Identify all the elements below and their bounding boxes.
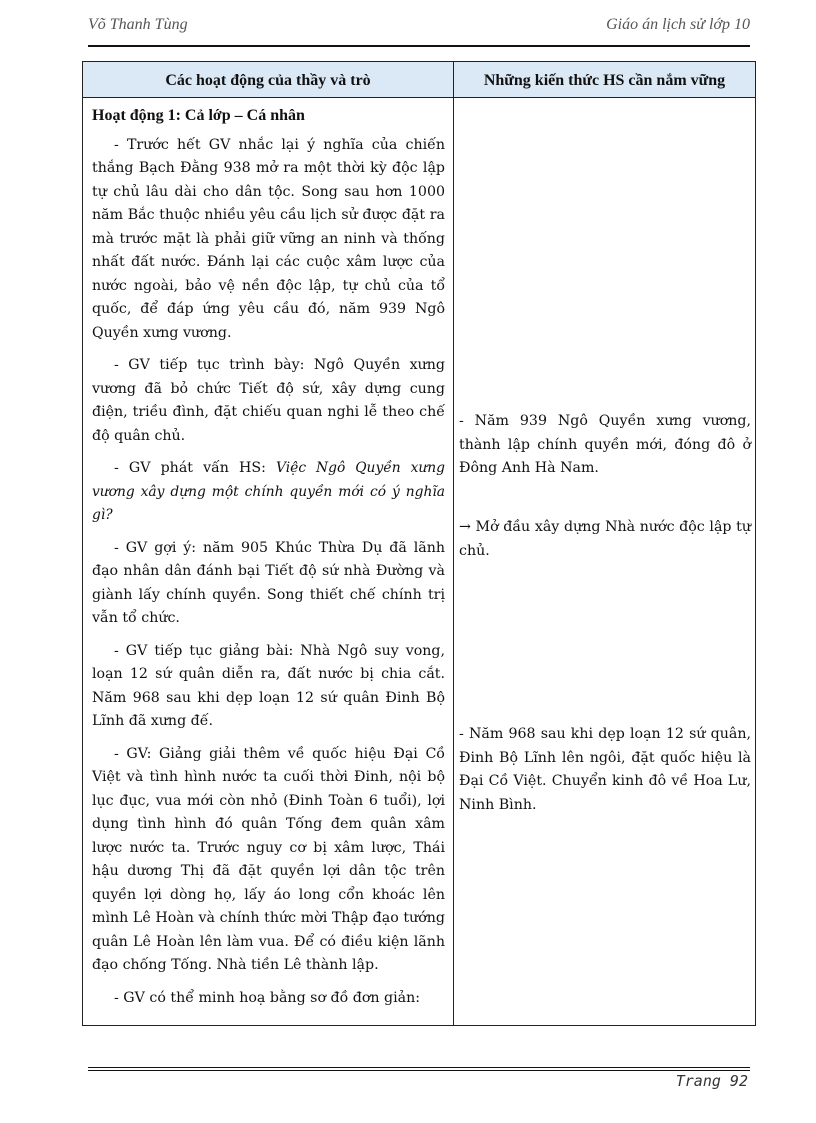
table-header-row bbox=[83, 62, 755, 98]
activity-title: Hoạt động 1: Cả lớp – Cá nhân bbox=[92, 107, 305, 124]
activity-paragraph: - GV tiếp tục trình bày: Ngô Quyền xưng vương đã bỏ chức Tiết độ sứ, xây dựng cung điện, triều đình, đặt chiếu quan nghi lễ theo chế độ quân chủ. bbox=[92, 357, 445, 444]
header-divider bbox=[88, 45, 750, 47]
knowledge-block: - Năm 968 sau khi dẹp loạn 12 sứ quân, Đinh Bộ Lĩnh lên ngôi, đặt quốc hiệu là Đại Cồ Việt. Chuyển kinh đô về Hoa Lư, Ninh Bình. bbox=[459, 726, 751, 813]
footer-divider bbox=[88, 1067, 750, 1068]
activity-paragraph: - GV: Giảng giải thêm về quốc hiệu Đại Cồ Việt và tình hình nước ta cuối thời Đinh, nội bộ lục đục, vua mới còn nhỏ (Đinh Toàn 6 tuổi), lợi dụng tình hình đó quân Tống đem quân xâm lược nước ta. Trước nguy cơ bị xâm lược, Thái hậu dương Thị đã đặt quyền lợi dân tộc trên quyền lợi dòng họ, lấy áo long cổn khoác lên mình Lê Hoàn và chính thức mời Thập đạo tướng quân Lê Hoàn lên làm vua. Để có điều kiện lãnh đạo chống Tống. Nhà tiền Lê thành lập. bbox=[92, 745, 445, 973]
question-paragraph bbox=[92, 457, 445, 528]
column-header-activities: Các hoạt động của thầy và trò bbox=[165, 72, 371, 89]
footer-divider bbox=[88, 1070, 750, 1071]
lesson-table bbox=[82, 61, 756, 1026]
activity-paragraph: - GV gợi ý: năm 905 Khúc Thừa Dụ đã lãnh đạo nhân dân đánh bại Tiết độ sứ nhà Đường và giành lấy chính quyền. Song thiết chế chính trị vẫn tổ chức. bbox=[92, 539, 445, 626]
header-subject: Giáo án lịch sử lớp 10 bbox=[606, 16, 750, 33]
question-prefix: - GV phát vấn HS: bbox=[114, 460, 277, 476]
activity-paragraph: - GV tiếp tục giảng bài: Nhà Ngô suy vong, loạn 12 sứ quân diễn ra, đất nước bị chia cắt. Năm 968 sau khi dẹp loạn 12 sứ quân Đinh Bộ Lĩnh đã xưng đế. bbox=[92, 642, 445, 729]
knowledge-block: → Mở đầu xây dựng Nhà nước độc lập tự chủ. bbox=[459, 519, 751, 559]
activity-paragraph: - GV có thể minh hoạ bằng sơ đồ đơn giản: bbox=[114, 989, 421, 1006]
activities-column bbox=[92, 104, 445, 1019]
question-text: Việc Ngô Quyền xưng vương xây dựng một chính quyền mới có ý nghĩa gì? bbox=[92, 460, 445, 523]
page-header bbox=[88, 16, 750, 38]
header-author: Võ Thanh Tùng bbox=[88, 16, 188, 33]
page-number: Trang 92 bbox=[675, 1072, 748, 1090]
activity-paragraph: - Trước hết GV nhắc lại ý nghĩa của chiến thắng Bạch Đằng 938 mở ra một thời kỳ độc lập tự chủ lâu dài cho dân tộc. Song sau hơn 1000 năm Bắc thuộc nhiều yêu cầu lịch sử được đặt ra mà trước mặt là phải giữ vững an ninh và thống nhất đất nước. Đánh lại các cuộc xâm lược của nước ngoài, bảo vệ nền độc lập, tự chủ của tổ quốc, để đáp ứng yêu cầu đó, năm 939 Ngô Quyền xưng vương. bbox=[92, 136, 445, 341]
column-header-knowledge: Những kiến thức HS cần nắm vững bbox=[483, 72, 726, 89]
knowledge-block: - Năm 939 Ngô Quyền xưng vương, thành lập chính quyền mới, đóng đô ở Đông Anh Hà Nam. bbox=[459, 413, 751, 476]
column-divider bbox=[453, 62, 454, 1025]
